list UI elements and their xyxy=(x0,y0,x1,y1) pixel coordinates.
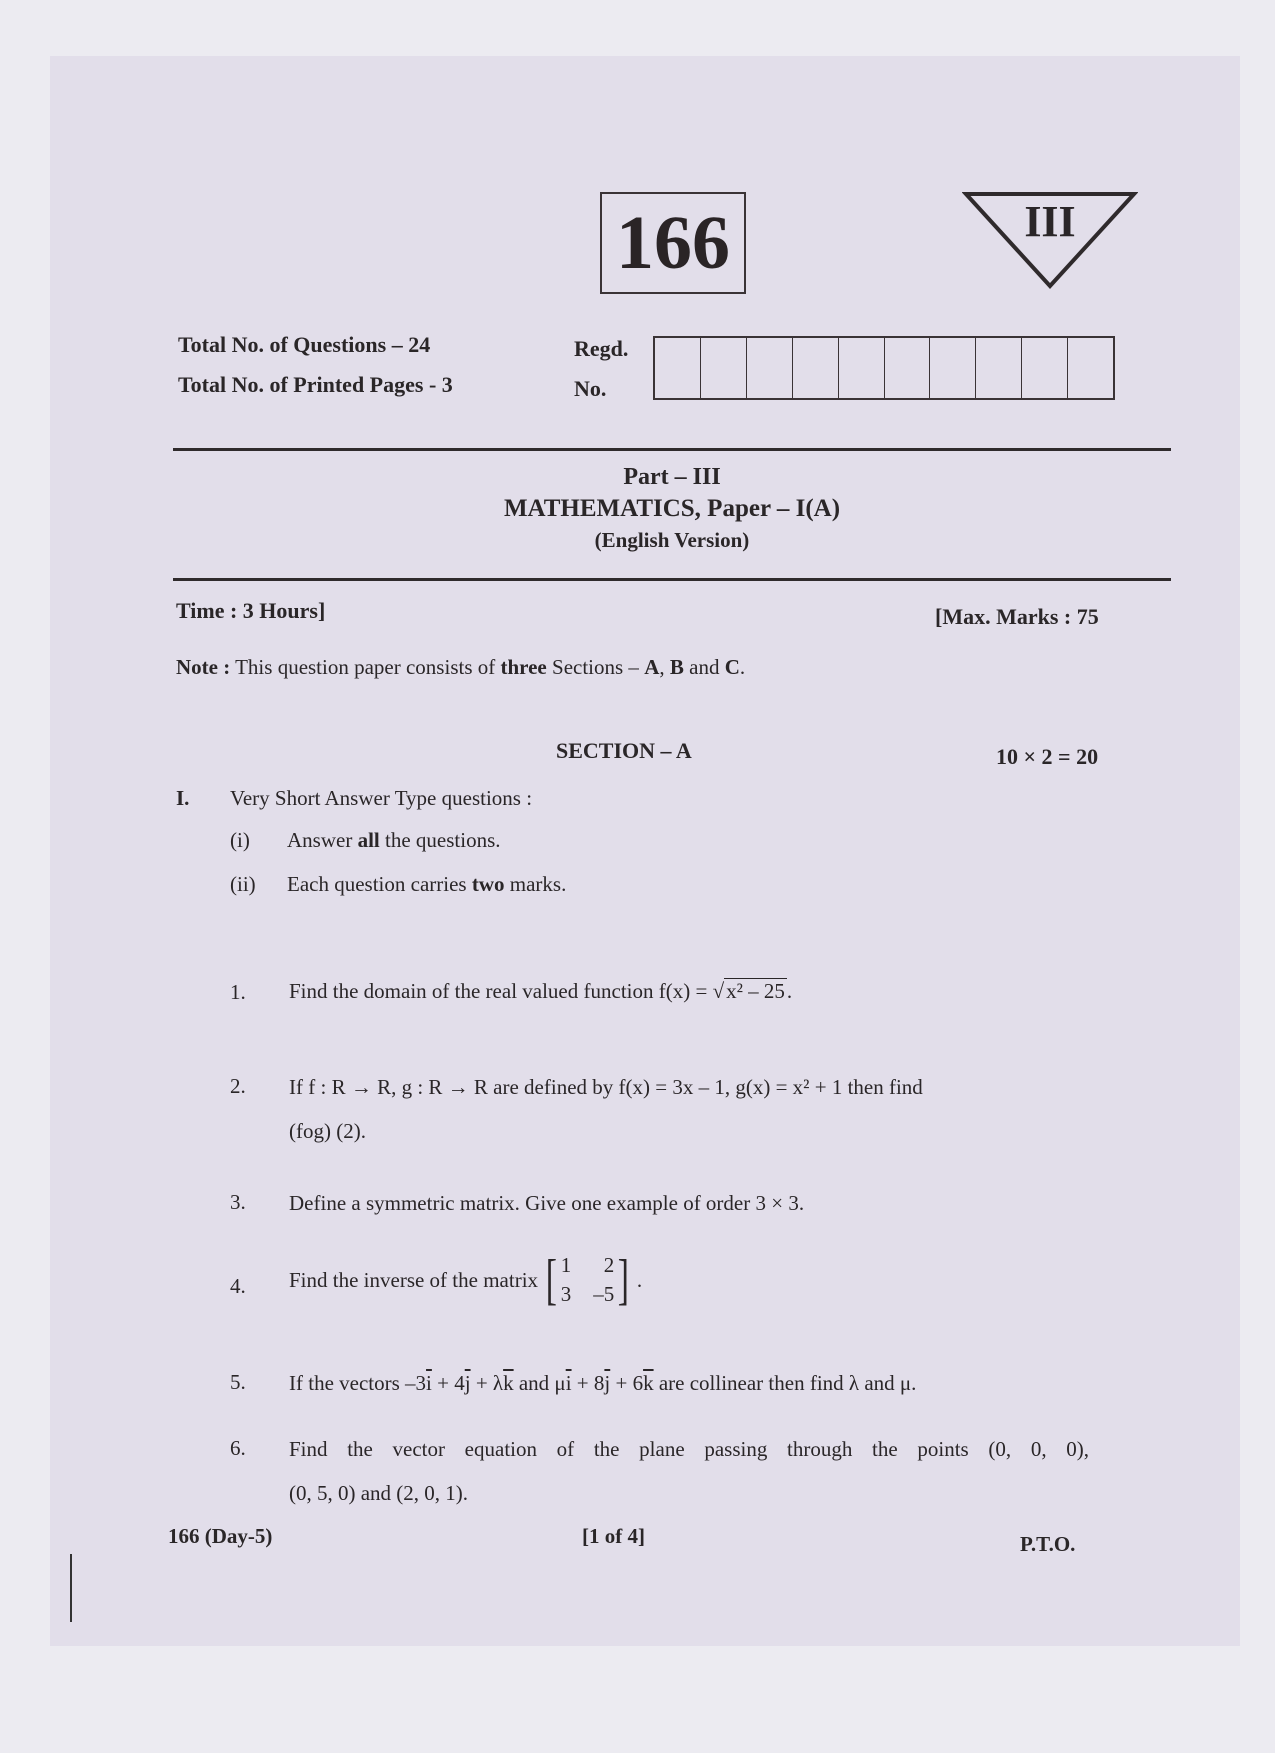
q1-radicand: x² – 25 xyxy=(726,979,785,1003)
vector-j: $\overline{j}$ xyxy=(604,1371,611,1395)
q4-end: . xyxy=(636,1267,643,1292)
regd-digit-cell[interactable] xyxy=(1022,338,1068,398)
matrix xyxy=(542,1249,633,1312)
set-triangle xyxy=(962,190,1138,290)
q5-pre: If the vectors –3 xyxy=(289,1371,427,1395)
regd-label: Regd. xyxy=(574,336,629,361)
vector-i: $\overline{i}$ xyxy=(426,1371,432,1395)
question-2-line2: (fog) (2). xyxy=(289,1119,366,1143)
question-6-line2: (0, 5, 0) and (2, 0, 1). xyxy=(289,1481,469,1505)
note-three: three xyxy=(500,655,547,679)
vector-i: $\overline{i}$ xyxy=(565,1371,572,1395)
matrix-cell: 3 xyxy=(560,1282,572,1307)
section-roman: I. xyxy=(176,786,190,810)
section-a-title: SECTION – A xyxy=(556,738,692,763)
subject-title: MATHEMATICS, Paper – I(A) xyxy=(503,495,841,522)
q5-post: are collinear then find λ and μ. xyxy=(653,1371,917,1395)
regd-digit-cell[interactable] xyxy=(976,338,1022,398)
q4-number: 4. xyxy=(230,1274,246,1298)
regd-digit-cell[interactable] xyxy=(839,338,885,398)
q2-number: 2. xyxy=(230,1074,246,1098)
left-bracket-icon: [ xyxy=(545,1249,557,1312)
question-5 xyxy=(289,1370,916,1397)
instruction-1-before: Answer xyxy=(287,828,353,852)
part-title: Part – III xyxy=(623,464,721,490)
right-bracket-icon: ] xyxy=(617,1249,630,1312)
note-and: and xyxy=(689,655,720,679)
note-end: . xyxy=(739,655,746,679)
instruction-2 xyxy=(287,872,566,897)
section-a-marks: 10 × 2 = 20 xyxy=(996,744,1099,769)
paper-code-box xyxy=(600,192,746,294)
regd-digit-cell[interactable] xyxy=(747,338,793,398)
footer-left: 166 (Day-5) xyxy=(168,1524,273,1548)
matrix-cell: 2 xyxy=(603,1253,615,1277)
paper-sheet xyxy=(50,56,1240,1646)
regd-digit-cell[interactable] xyxy=(1068,338,1113,398)
instruction-2-num: (ii) xyxy=(230,872,256,896)
total-pages: Total No. of Printed Pages - 3 xyxy=(178,372,453,397)
top-rule xyxy=(173,448,1171,451)
question-2-line1: If f : R → R, g : R → R are defined by f(x) = 3x – 1, g(x) = x² + 1 then find xyxy=(289,1075,923,1099)
registration-number-boxes[interactable] xyxy=(653,336,1115,400)
q1-text: Find the domain of the real valued function f(x) = xyxy=(289,979,708,1003)
q5-part: + 8 xyxy=(571,1371,605,1395)
note-prefix: Note : xyxy=(176,655,231,679)
q3-number: 3. xyxy=(230,1190,246,1214)
vector-k: $\overline{k}$ xyxy=(503,1371,514,1395)
regd-no-label: No. xyxy=(574,376,607,401)
square-root: √x² – 25 xyxy=(712,979,785,1003)
instruction-2-after: marks. xyxy=(509,872,567,896)
matrix-cell: –5 xyxy=(593,1282,615,1307)
q5-mid: and μ xyxy=(513,1371,566,1395)
note-b: B xyxy=(669,655,684,679)
max-marks-label: [Max. Marks : 75 xyxy=(935,604,1099,629)
instruction-1 xyxy=(287,828,501,853)
version-title: (English Version) xyxy=(594,528,750,552)
instruction-1-num: (i) xyxy=(230,828,250,852)
question-6-line1: Find the vector equation of the plane passing through the points (0, 0, 0), xyxy=(289,1437,1089,1461)
regd-digit-cell[interactable] xyxy=(930,338,976,398)
regd-digit-cell[interactable] xyxy=(701,338,747,398)
section-type: Very Short Answer Type questions : xyxy=(230,786,533,810)
regd-digit-cell[interactable] xyxy=(793,338,839,398)
q4-text: Find the inverse of the matrix xyxy=(289,1267,539,1292)
time-label: Time : 3 Hours] xyxy=(176,598,326,623)
regd-digit-cell[interactable] xyxy=(655,338,701,398)
instruction-2-bold: two xyxy=(471,872,505,896)
matrix-cell: 1 xyxy=(560,1253,572,1277)
note-text-mid: Sections – xyxy=(552,655,639,679)
note xyxy=(176,655,745,680)
note-comma: , xyxy=(659,655,665,679)
footer-page: [1 of 4] xyxy=(582,1524,645,1548)
q5-number: 5. xyxy=(230,1370,246,1394)
instruction-2-before: Each question carries xyxy=(287,872,467,896)
q5-part: + 4 xyxy=(431,1371,465,1395)
question-4 xyxy=(289,1249,643,1312)
paper-code: 166 xyxy=(616,201,730,285)
q1-number: 1. xyxy=(230,980,246,1004)
q5-part: + λ xyxy=(470,1371,504,1395)
question-3: Define a symmetric matrix. Give one example of order 3 × 3. xyxy=(289,1191,805,1215)
instruction-1-bold: all xyxy=(357,828,380,852)
q1-end: . xyxy=(786,979,793,1003)
regd-digit-cell[interactable] xyxy=(885,338,931,398)
instruction-1-after: the questions. xyxy=(385,828,501,852)
total-questions: Total No. of Questions – 24 xyxy=(178,332,431,357)
vector-k: $\overline{k}$ xyxy=(643,1371,654,1395)
q6-number: 6. xyxy=(230,1436,246,1460)
second-rule xyxy=(173,578,1171,581)
note-text-before: This question paper consists of xyxy=(235,655,496,679)
q5-part: + 6 xyxy=(610,1371,644,1395)
note-c: C xyxy=(724,655,740,679)
margin-mark xyxy=(70,1554,72,1622)
note-a: A xyxy=(644,655,660,679)
set-label: III xyxy=(1024,197,1076,246)
question-1 xyxy=(289,978,792,1005)
footer-pto: P.T.O. xyxy=(1020,1532,1076,1556)
vector-j: $\overline{j}$ xyxy=(464,1371,471,1395)
matrix-grid xyxy=(561,1252,615,1309)
